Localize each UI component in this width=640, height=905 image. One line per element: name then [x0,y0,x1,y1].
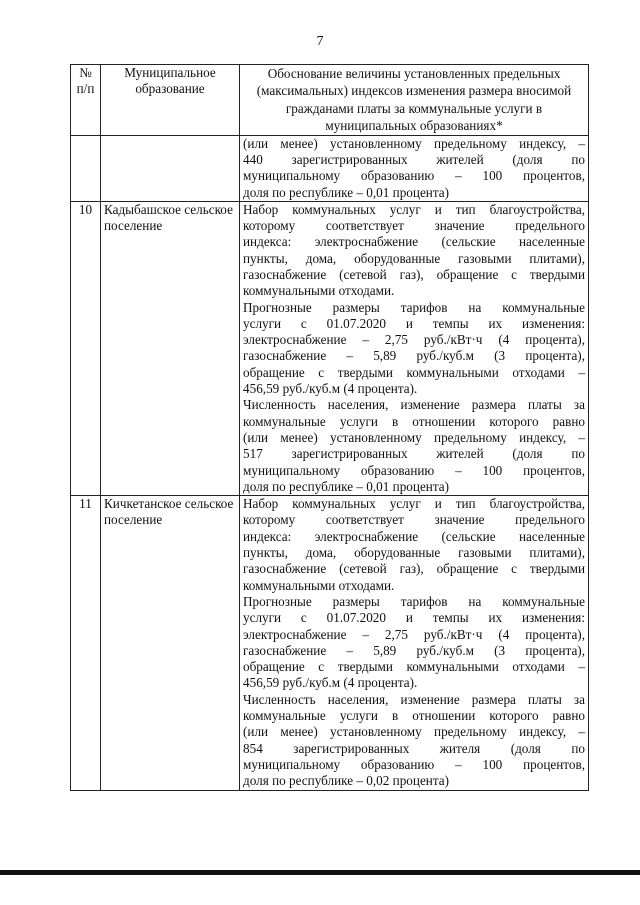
text-line: газоснабжение (сетевой газ), обращение с твердыми [243,267,585,282]
text-line: муниципальному образованию – 100 процентов, [243,462,585,478]
header-municipality: Муниципальное образование [101,65,240,136]
data-table [70,64,589,791]
text-line: услуги с 01.07.2020 и темпы их изменения: [243,610,585,626]
text-line: электроснабжение – 2,75 руб./кВт·ч (4 процента), [243,332,585,348]
continuation-text [240,135,589,201]
bottom-rule [0,870,640,875]
text-line: (или менее) установленному предельному индексу, – [243,429,585,445]
text-line: муниципальному образованию – 100 процентов, [243,168,585,184]
text-line: (или менее) установленному предельному индексу, – [243,135,585,151]
justification-paragraph [243,397,585,495]
text-line: пункты, дома, оборудованные газовыми плитами), [243,545,585,561]
text-line: индекса: электроснабжение (сельские населенные [243,528,585,544]
municipality-name: Кадыбашское сельское поселение [101,201,240,495]
text-line: Численность населения, изменение размера платы за [243,397,585,413]
continuation-municipality-cell [101,135,240,201]
text-line: муниципальному образованию – 100 процентов, [243,756,585,772]
justification-text [240,201,589,495]
table-header-row [71,65,589,136]
text-line: обращение с твердыми коммунальными отходами – [243,659,585,675]
text-line: которому соответствует значение предельного [243,218,585,234]
text-line: доля по республике – 0,02 процента) [243,773,450,789]
text-line: услуги с 01.07.2020 и темпы их изменения: [243,315,585,331]
page-number: 7 [316,34,324,49]
text-line: индекса: электроснабжение (сельские населенные [243,234,585,250]
justification-paragraph [243,496,585,594]
text-line: 517 зарегистрированных жителей (доля по [243,446,585,462]
text-line: газоснабжение – 5,89 руб./куб.м (3 процента), [243,642,585,658]
text-line: 456,59 руб./куб.м (4 процента). [243,675,418,691]
text-line: 854 зарегистрированных жителя (доля по [243,740,585,756]
text-line: доля по республике – 0,01 процента) [243,184,450,200]
continuation-row [71,135,589,201]
text-line: коммунальные услуги в отношении которого равно [243,413,585,429]
text-line: коммунальными отходами. [243,283,395,299]
text-line: 440 зарегистрированных жителей (доля по [243,151,585,167]
text-line: коммунальные услуги в отношении которого равно [243,708,585,724]
justification-paragraph [243,692,585,790]
text-line: Набор коммунальных услуг и тип благоустройства, [243,496,585,512]
justification-text [240,496,589,790]
text-line: Прогнозные размеры тарифов на коммунальные [243,593,585,609]
justification-paragraph [243,594,585,692]
text-line: газоснабжение (сетевой газ), обращение с твердыми [243,561,585,577]
text-line: Численность населения, изменение размера платы за [243,691,585,707]
text-line: Набор коммунальных услуг и тип благоустройства, [243,201,585,217]
justification-paragraph [243,202,585,300]
text-line: Прогнозные размеры тарифов на коммунальные [243,299,585,315]
header-justification: Обоснование величины установленных предельных (максимальных) индексов изменения размера вносимой гражданами платы за коммунальные услуги в муниципальных образованиях* [240,65,589,136]
text-line: 456,59 руб./куб.м (4 процента). [243,381,418,397]
text-line: доля по республике – 0,01 процента) [243,478,450,494]
table-row [71,496,589,790]
justification-paragraph [243,300,585,398]
continuation-num-cell [71,135,101,201]
text-line: (или менее) установленному предельному индексу, – [243,724,585,740]
table-row [71,201,589,495]
text-line: электроснабжение – 2,75 руб./кВт·ч (4 процента), [243,626,585,642]
text-line: которому соответствует значение предельного [243,512,585,528]
text-line: коммунальными отходами. [243,577,395,593]
municipality-name: Кичкетанское сельское поселение [101,496,240,790]
text-line: газоснабжение – 5,89 руб./куб.м (3 процента), [243,348,585,364]
row-number: 11 [71,496,101,790]
row-number: 10 [71,201,101,495]
header-num: № п/п [71,65,101,136]
text-line: пункты, дома, оборудованные газовыми плитами), [243,250,585,266]
text-line: обращение с твердыми коммунальными отходами – [243,364,585,380]
